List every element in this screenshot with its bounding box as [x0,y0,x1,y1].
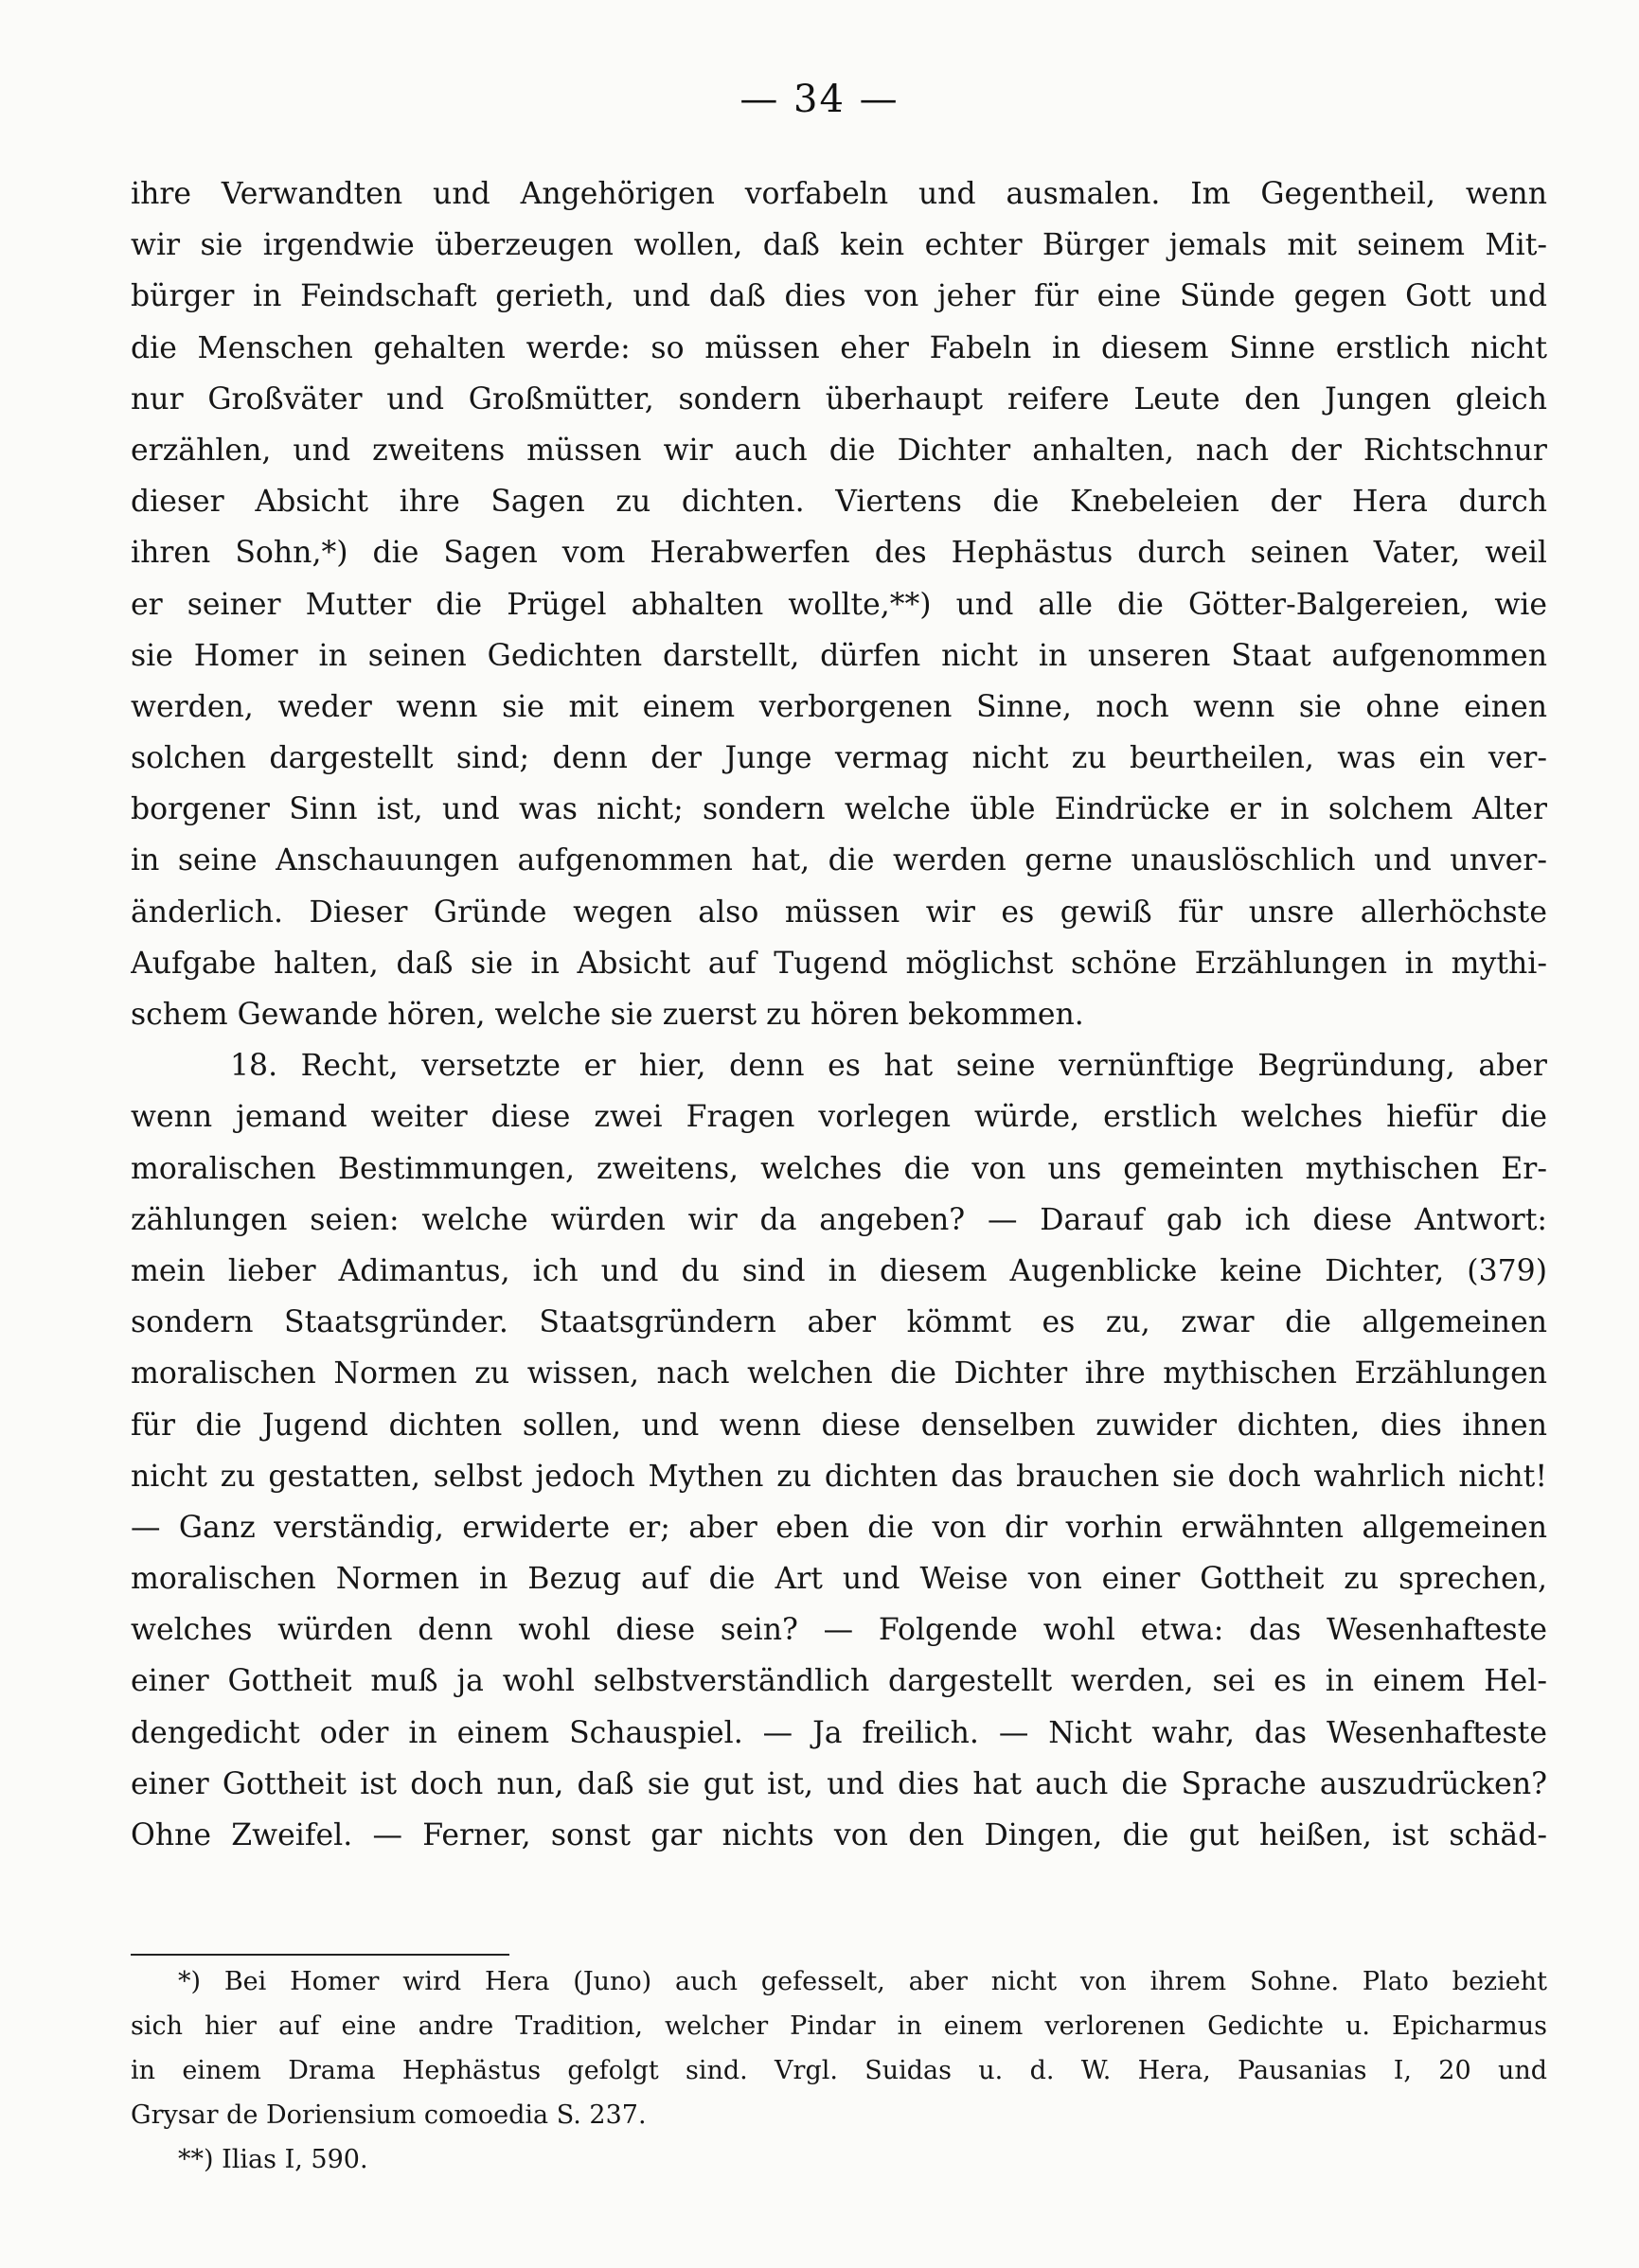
footnote-line: in einem Drama Hephästus gefolgt sind. Vrgl. Suidas u. d. W. Hera, Pausanias I, 20 und [131,2056,1547,2085]
body-text [131,168,1547,1861]
footnote-line: *) Bei Homer wird Hera (Juno) auch gefesselt, aber nicht von ihrem Sohne. Plato bezieht [178,1967,1547,1996]
text-line: einer Gottheit muß ja wohl selbstverständlich dargestellt werden, sei es in einem Hel- [131,1664,1547,1699]
text-line: — Ganz verständig, erwiderte er; aber eben die von dir vorhin erwähnten allgemeinen [131,1510,1547,1545]
text-line: wenn jemand weiter diese zwei Fragen vorlegen würde, erstlich welches hiefür die [131,1100,1547,1135]
text-line: für die Jugend dichten sollen, und wenn diese denselben zuwider dichten, dies ihnen [131,1408,1547,1443]
text-line: mein lieber Adimantus, ich und du sind in diesem Augenblicke keine Dichter, (379) [131,1253,1547,1288]
footnote-line: **) Ilias I, 590. [178,2145,368,2174]
text-line: solchen dargestellt sind; denn der Junge vermag nicht zu beurtheilen, was ein ver- [131,741,1547,776]
text-line: dengedicht oder in einem Schauspiel. — Ja freilich. — Nicht wahr, das Wesenhafteste [131,1715,1547,1750]
text-line: wir sie irgendwie überzeugen wollen, daß kein echter Bürger jemals mit seinem Mit- [131,228,1547,263]
text-line: moralischen Normen in Bezug auf die Art und Weise von einer Gottheit zu sprechen, [131,1562,1547,1597]
text-line: in seine Anschauungen aufgenommen hat, die werden gerne unauslöschlich und unver- [131,843,1547,878]
text-line: Aufgabe halten, daß sie in Absicht auf Tugend möglichst schöne Erzählungen in mythi- [131,946,1547,981]
text-line: Ohne Zweifel. — Ferner, sonst gar nichts von den Dingen, die gut heißen, ist schäd- [131,1818,1547,1852]
footnote-line: Grysar de Doriensium comoedia S. 237. [131,2100,647,2130]
footnotes [131,1959,1547,2182]
text-line: borgener Sinn ist, und was nicht; sondern welche üble Eindrücke er in solchem Alter [131,792,1547,827]
text-line: welches würden denn wohl diese sein? — Folgende wohl etwa: das Wesenhafteste [131,1613,1547,1648]
text-line: schem Gewande hören, welche sie zuerst zu hören bekommen. [131,998,1084,1032]
text-line: nur Großväter und Großmütter, sondern überhaupt reifere Leute den Jungen gleich [131,381,1547,416]
footnote-divider [131,1954,509,1956]
text-line: zählungen seien: welche würden wir da angeben? — Darauf gab ich diese Antwort: [131,1202,1547,1237]
text-line: nicht zu gestatten, selbst jedoch Mythen zu dichten das brauchen sie doch wahrlich nicht! [131,1459,1547,1494]
text-line: änderlich. Dieser Gründe wegen also müssen wir es gewiß für unsre allerhöchste [131,895,1547,930]
footnote-line: sich hier auf eine andre Tradition, welcher Pindar in einem verlorenen Gedichte u. Epicharmus [131,2011,1547,2041]
text-line: ihren Sohn,*) die Sagen vom Herabwerfen des Hephästus durch seinen Vater, weil [131,536,1547,571]
text-line: erzählen, und zweitens müssen wir auch die Dichter anhalten, nach der Richtschnur [131,433,1547,468]
text-line: werden, weder wenn sie mit einem verborgenen Sinne, noch wenn sie ohne einen [131,689,1547,724]
text-line: sie Homer in seinen Gedichten darstellt, dürfen nicht in unseren Staat aufgenommen [131,638,1547,673]
text-line: dieser Absicht ihre Sagen zu dichten. Viertens die Knebeleien der Hera durch [131,485,1547,520]
text-line: moralischen Normen zu wissen, nach welchen die Dichter ihre mythischen Erzählungen [131,1356,1547,1391]
page-number: — 34 — [739,78,900,121]
text-line: einer Gottheit ist doch nun, daß sie gut ist, und dies hat auch die Sprache auszudrücken? [131,1766,1547,1801]
text-line: er seiner Mutter die Prügel abhalten wollte,**) und alle die Götter-Balgereien, wie [131,587,1547,622]
section-start-line: 18. Recht, versetzte er hier, denn es hat seine vernünftige Begründung, aber [230,1049,1547,1084]
text-line: sondern Staatsgründer. Staatsgründern aber kömmt es zu, zwar die allgemeinen [131,1305,1547,1340]
text-line: bürger in Feindschaft gerieth, und daß dies von jeher für eine Sünde gegen Gott und [131,279,1547,314]
text-line: moralischen Bestimmungen, zweitens, welches die von uns gemeinten mythischen Er- [131,1151,1547,1186]
text-line: ihre Verwandten und Angehörigen vorfabeln und ausmalen. Im Gegentheil, wenn [131,177,1547,211]
text-line: die Menschen gehalten werde: so müssen eher Fabeln in diesem Sinne erstlich nicht [131,330,1547,365]
